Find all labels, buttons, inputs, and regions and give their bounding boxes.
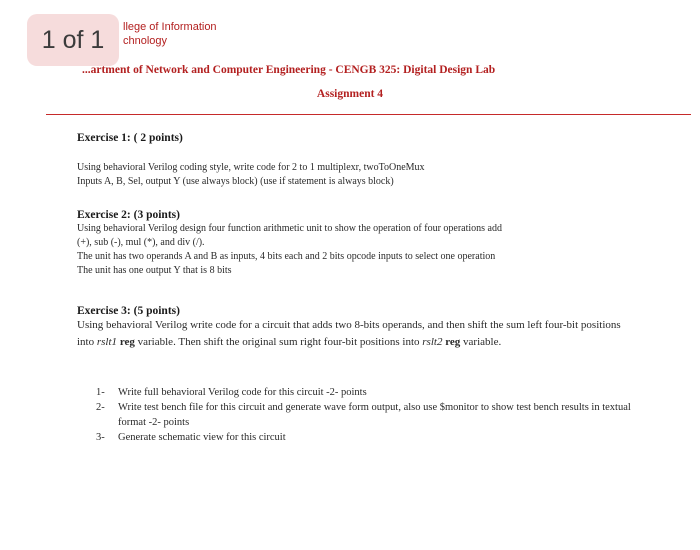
- exercise-1: [77, 132, 637, 189]
- list-item-text: Write full behavioral Verilog code for this circuit -2- points: [118, 387, 367, 398]
- college-line-1: llege of Information: [123, 21, 217, 33]
- list-item: [96, 385, 636, 400]
- college-name: [123, 20, 217, 48]
- college-line-2: chnology: [123, 35, 168, 47]
- exercise-2-line: The unit has one output Y that is 8 bits: [77, 265, 232, 276]
- exercise-1-line: Using behavioral Verilog coding style, write code for 2 to 1 multiplexr, twoToOneMux: [77, 162, 425, 173]
- exercise-2-line: The unit has two operands A and B as inputs, 4 bits each and 2 bits opcode inputs to select one operation: [77, 251, 496, 262]
- exercise-1-title: Exercise 1: ( 2 points): [77, 132, 183, 144]
- reg-keyword: reg: [445, 336, 461, 348]
- list-item-text: Generate schematic view for this circuit: [118, 432, 286, 443]
- exercise-3-text: variable. Then shift the original sum right four-bit positions into: [134, 336, 423, 348]
- rslt2-variable: rslt2: [422, 336, 443, 348]
- list-item-number: 3-: [96, 432, 105, 443]
- list-item: [96, 400, 636, 430]
- assignment-title: Assignment 4: [316, 88, 384, 100]
- exercise-3-task-list: [96, 385, 636, 445]
- list-item-text: Write test bench file for this circuit and generate wave form output, also use $monitor to show test bench results in textual format -2- points: [118, 402, 631, 428]
- list-item: [96, 430, 636, 445]
- exercise-2-title: Exercise 2: (3 points): [77, 209, 180, 221]
- list-item-number: 2-: [96, 402, 105, 413]
- exercise-1-line: Inputs A, B, Sel, output Y (use always block) (use if statement is always block): [77, 176, 394, 187]
- exercise-2-line: Using behavioral Verilog design four function arithmetic unit to show the operation of four operations add: [77, 223, 502, 234]
- rslt1-variable: rslt1: [96, 336, 118, 348]
- list-item-number: 1-: [96, 387, 105, 398]
- exercise-3: [77, 305, 637, 351]
- exercise-3-text: variable.: [460, 336, 502, 348]
- exercise-3-title: Exercise 3: (5 points): [77, 305, 180, 317]
- header-divider: [46, 114, 691, 115]
- reg-keyword: reg: [119, 336, 135, 348]
- exercise-3-paragraph: [77, 317, 637, 351]
- page-indicator: 1 of 1: [27, 14, 119, 66]
- department-title: ...artment of Network and Computer Engineering - CENGB 325: Digital Design Lab: [82, 64, 496, 76]
- exercise-2: [77, 209, 637, 278]
- exercise-2-line: (+), sub (-), mul (*), and div (/).: [77, 237, 205, 248]
- exercise-3-text: Using behavioral Verilog write code for a circuit that adds two 8-bits operands, and then shift the sum left four-bit positions into: [77, 319, 621, 348]
